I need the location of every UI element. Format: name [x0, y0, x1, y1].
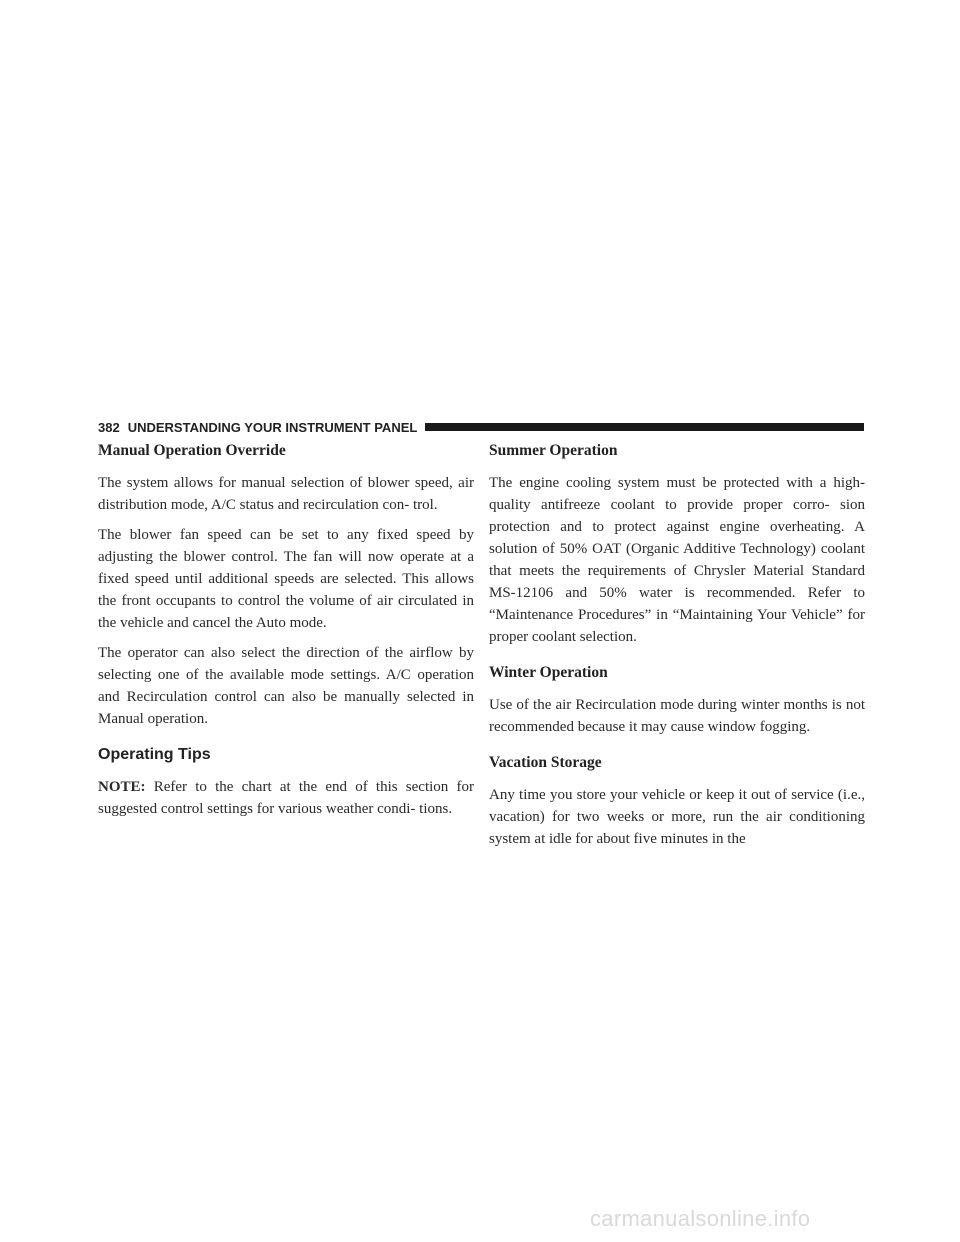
- section-title: UNDERSTANDING YOUR INSTRUMENT PANEL: [127, 419, 418, 435]
- note-paragraph: [98, 776, 474, 820]
- heading-operating-tips: Operating Tips: [98, 746, 211, 763]
- heading-summer-operation: Summer Operation: [489, 442, 618, 459]
- watermark-text: carmanualsonline.info: [590, 1206, 811, 1231]
- paragraph-summer: The engine cooling system must be protected with a high-quality antifreeze coolant to provide proper corro- sion protection and to protect against engine overheating. A solution of 50% OAT (Organic Additive Technology) coolant that meets the requirements of Chrysler Material Standard MS-12106 and 50% water is recommended. Refer to “Maintenance Procedures” in “Maintaining Your Vehicle” for proper coolant selection.: [489, 475, 865, 645]
- right-column: [489, 440, 865, 858]
- paragraph-vacation: Any time you store your vehicle or keep it out of service (i.e., vacation) for two weeks or more, run the air conditioning system at idle for about five minutes in the: [489, 787, 865, 847]
- paragraph-winter: Use of the air Recirculation mode during winter months is not recommended because it may cause window fogging.: [489, 697, 865, 735]
- heading-manual-operation-override: Manual Operation Override: [98, 442, 286, 459]
- note-label: NOTE:: [98, 779, 146, 795]
- paragraph-manual-3: The operator can also select the direction of the airflow by selecting one of the available mode settings. A/C operation and Recirculation control can also be manually selected in Manual operation.: [98, 645, 474, 727]
- heading-winter-operation: Winter Operation: [489, 664, 608, 681]
- page-header: [98, 417, 864, 437]
- page-number: 382: [98, 419, 120, 435]
- header-rule: [425, 423, 864, 431]
- note-text: Refer to the chart at the end of this section for suggested control settings for various weather condi- tions.: [98, 779, 474, 817]
- heading-vacation-storage: Vacation Storage: [489, 754, 602, 771]
- paragraph-manual-2: The blower fan speed can be set to any fixed speed by adjusting the blower control. The fan will now operate at a fixed speed until additional speeds are selected. This allows the front occupants to control the volume of air circulated in the vehicle and cancel the Auto mode.: [98, 527, 474, 631]
- paragraph-manual-1: The system allows for manual selection of blower speed, air distribution mode, A/C status and recirculation con- trol.: [98, 475, 474, 513]
- left-column: [98, 440, 474, 828]
